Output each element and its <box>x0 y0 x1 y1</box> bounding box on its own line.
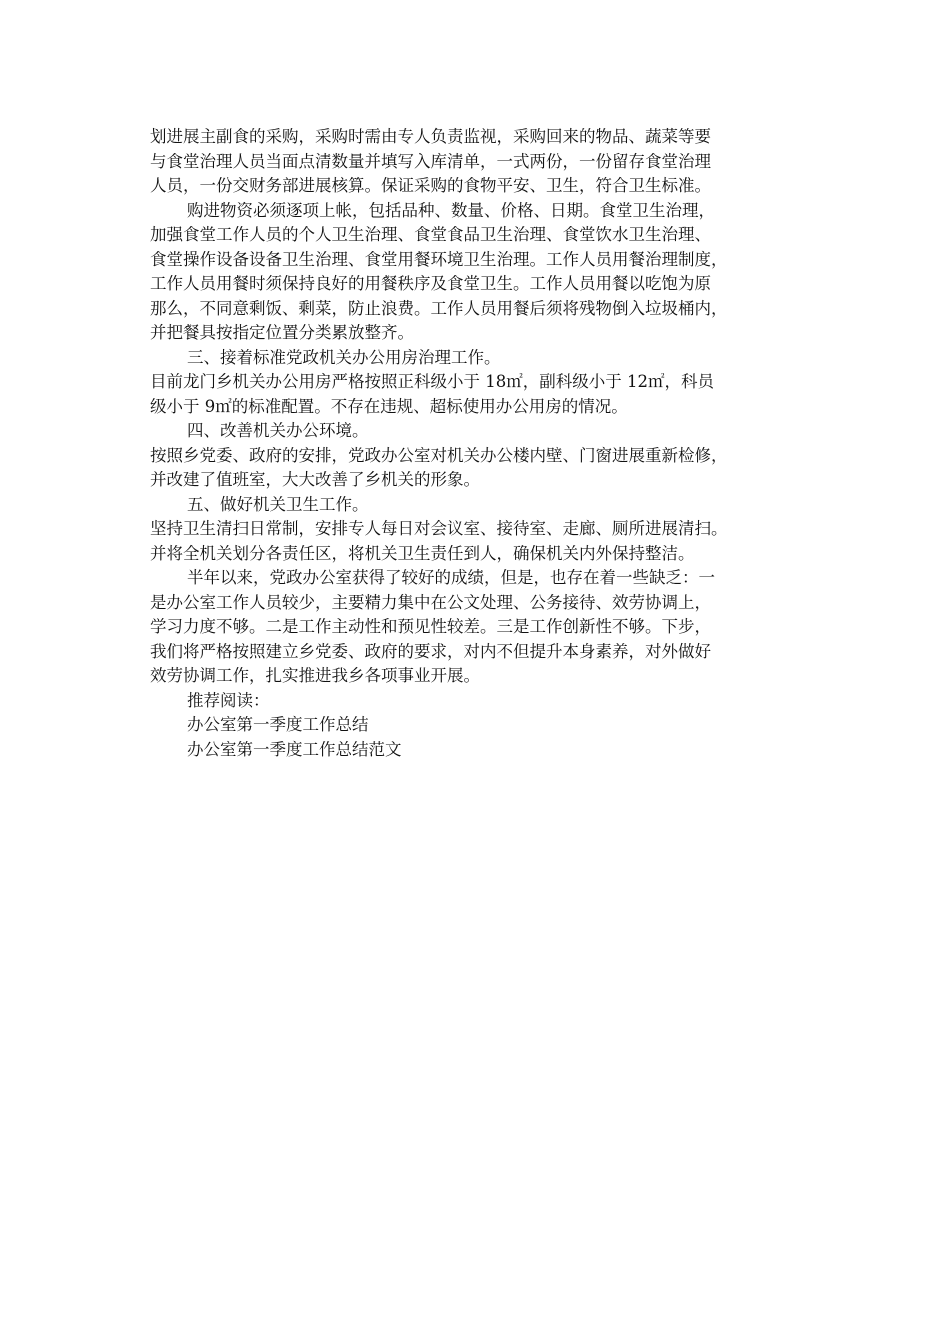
body-line: 并把餐具按指定位置分类累放整齐。 <box>150 323 414 342</box>
body-line: 坚持卫生清扫日常制，安排专人每日对会议室、接待室、走廊、厕所进展清扫。 <box>150 519 728 538</box>
body-line: 食堂操作设备设备卫生治理、食堂用餐环境卫生治理。工作人员用餐治理制度， <box>150 249 728 269</box>
body-line: 我们将严格按照建立乡党委、政府的要求，对内不但提升本身素养，对外做好 <box>150 641 711 661</box>
body-line: 划进展主副食的采购，采购时需由专人负责监视，采购回来的物品、蔬菜等要 <box>150 127 711 146</box>
body-line: 工作人员用餐时须保持良好的用餐秩序及食堂卫生。工作人员用餐以吃饱为原 <box>150 274 711 293</box>
body-line: 是办公室工作人员较少，主要精力集中在公文处理、公务接待、效劳协调上， <box>150 592 711 612</box>
recommended-reading-label: 推荐阅读： <box>187 690 270 710</box>
body-line: 并将全机关划分各责任区，将机关卫生责任到人，确保机关内外保持整洁。 <box>150 543 695 563</box>
body-line: 人员，一份交财务部进展核算。保证采购的食物平安、卫生，符合卫生标准。 <box>150 176 711 195</box>
body-line: 级小于 9㎡的标准配置。不存在违规、超标使用办公用房的情况。 <box>150 396 628 416</box>
body-line: 加强食堂工作人员的个人卫生治理、食堂食品卫生治理、食堂饮水卫生治理、 <box>150 225 711 244</box>
body-line: 效劳协调工作，扎实推进我乡各项事业开展。 <box>150 666 480 685</box>
paragraph-start-line: 半年以来，党政办公室获得了较好的成绩，但是，也存在着一些缺乏：一 <box>187 568 715 587</box>
section-heading-5: 五、做好机关卫生工作。 <box>187 494 369 514</box>
body-line: 目前龙门乡机关办公用房严格按照正科级小于 18㎡，副科级小于 12㎡，科员 <box>150 372 714 391</box>
body-line: 那么，不同意剩饭、剩菜，防止浪费。工作人员用餐后须将残物倒入垃圾桶内， <box>150 298 728 318</box>
body-line: 与食堂治理人员当面点清数量并填写入库清单，一式两份，一份留存食堂治理 <box>150 151 711 171</box>
section-heading-4: 四、改善机关办公环境。 <box>187 421 369 440</box>
body-line: 并改建了值班室，大大改善了乡机关的形象。 <box>150 470 480 489</box>
document-body <box>150 125 810 762</box>
recommended-link-2[interactable]: 办公室第一季度工作总结范文 <box>187 739 402 759</box>
section-heading-3: 三、接着标准党政机关办公用房治理工作。 <box>187 347 501 367</box>
body-line: 学习力度不够。二是工作主动性和预见性较差。三是工作创新性不够。下步， <box>150 617 711 636</box>
body-line: 按照乡党委、政府的安排，党政办公室对机关办公楼内壁、门窗进展重新检修， <box>150 445 728 465</box>
paragraph-start-line: 购进物资必须逐项上帐，包括品种、数量、价格、日期。食堂卫生治理， <box>187 200 715 220</box>
recommended-link-1[interactable]: 办公室第一季度工作总结 <box>187 715 369 734</box>
